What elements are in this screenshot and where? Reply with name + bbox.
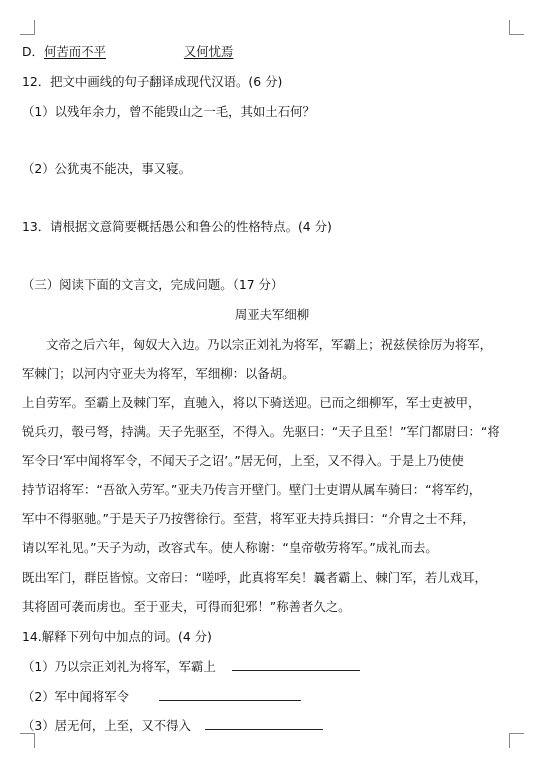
passage-line-10: 其将固可袭而虏也。至于亚夫，可得而犯邪！”称善者久之。 bbox=[22, 599, 351, 614]
passage-line-2: 军棘门；以河内守亚夫为将军，军细柳：以备胡。 bbox=[22, 366, 295, 381]
crop-mark-bottom-right bbox=[509, 733, 524, 748]
option-d bbox=[22, 44, 233, 60]
question-12-item-1: （1）以残年余力，曾不能毁山之一毛，其如土石何？ bbox=[22, 104, 315, 119]
answer-blank-3[interactable] bbox=[205, 717, 323, 730]
question-14-title: 14.解释下列句中加点的词。(4 分) bbox=[22, 629, 212, 644]
passage-line-6: 持节诏将军：“吾欲入劳军。”亚夫乃传言开壁门。壁门士吏谓从属车骑曰：“将军约， bbox=[22, 482, 482, 497]
crop-mark-top-left bbox=[20, 20, 35, 35]
question-13-title: 13．请根据文意简要概括愚公和鲁公的性格特点。(4 分) bbox=[22, 219, 332, 234]
question-14-item-3 bbox=[22, 717, 323, 734]
option-d-left-text: 何苦而不平 bbox=[43, 44, 106, 59]
question-12-item-2: （2）公犹夷不能决，事又寝。 bbox=[22, 161, 191, 176]
question-12-title: 12．把文中画线的句子翻译成现代汉语。(6 分) bbox=[22, 74, 283, 89]
crop-mark-top-right bbox=[509, 20, 524, 35]
passage-line-1: 文帝之后六年，匈奴大入边。乃以宗正刘礼为将军，军霸上；祝兹侯徐厉为将军， bbox=[46, 337, 493, 352]
question-14-item-2-text: （2）军中闻将军令 bbox=[22, 689, 130, 704]
crop-mark-bottom-left bbox=[20, 733, 35, 748]
passage-title: 周亚夫军细柳 bbox=[234, 307, 310, 322]
passage-line-7: 军中不得驱驰。”于是天子乃按辔徐行。至营，将军亚夫持兵揖曰：“介胄之士不拜， bbox=[22, 511, 475, 526]
passage-line-3: 上自劳军。至霸上及棘门军，直驰入，将以下骑送迎。已而之细柳军，军士吏被甲， bbox=[22, 395, 481, 410]
passage-line-8: 请以军礼见。”天子为动，改容式车。使人称谢：“皇帝敬劳将军。”成礼而去。 bbox=[22, 540, 438, 555]
question-14-item-2 bbox=[22, 688, 301, 705]
answer-blank-2[interactable] bbox=[159, 688, 301, 701]
question-14-item-1 bbox=[22, 658, 360, 675]
passage-line-4: 锐兵刃，彀弓弩，持满。天子先驱至，不得入。先驱曰：“天子且至！”军门都尉曰：“将 bbox=[22, 424, 500, 439]
section-3-heading: （三）阅读下面的文言文，完成问题。（17 分） bbox=[22, 277, 284, 292]
question-14-item-3-text: （3）居无何，上至，又不得入 bbox=[22, 718, 191, 733]
answer-blank-1[interactable] bbox=[232, 658, 360, 671]
option-d-prefix: D． bbox=[22, 44, 44, 59]
passage-line-5: 军令曰‘军中闻将军令，不闻天子之诏’。”居无何，上至，又不得入。于是上乃使使 bbox=[22, 453, 464, 468]
option-d-right-text: 又何忧焉 bbox=[183, 44, 234, 59]
question-14-item-1-text: （1）乃以宗正刘礼为将军，军霸上 bbox=[22, 659, 216, 674]
passage-line-9: 既出军门，群臣皆惊。文帝曰：“嗟呼，此真将军矣！曩者霸上、棘门军，若儿戏耳， bbox=[22, 570, 487, 585]
